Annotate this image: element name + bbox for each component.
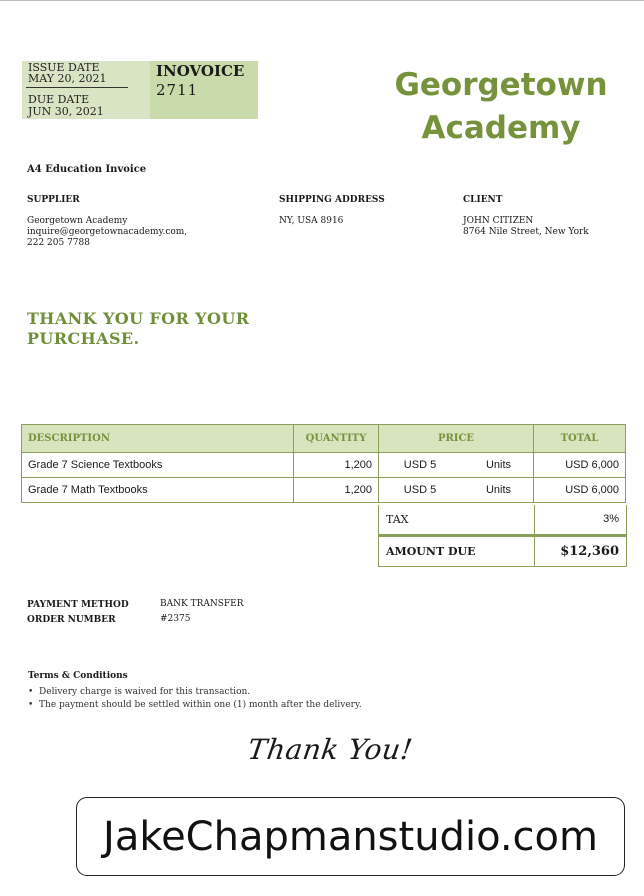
header-description: DESCRIPTION [22,425,294,453]
row-quantity: 1,200 [294,478,379,503]
order-number-value: #2375 [160,614,191,624]
terms-item: • The payment should be settled within one (1) month after the delivery. [28,700,362,710]
thank-you-line-1: THANK YOU FOR YOUR [27,309,250,328]
amount-due-label: AMOUNT DUE [386,545,476,558]
client-details [463,216,589,238]
issue-date: MAY 20, 2021 [28,72,107,85]
brand-logo [370,64,632,150]
row-price-cell [379,478,534,503]
amount-due-row [378,535,627,567]
supplier-phone: 222 205 7788 [27,238,90,248]
header-price: PRICE [379,425,534,453]
terms-title: Terms & Conditions [28,671,128,681]
top-border [0,0,644,1]
thank-you-line-2: PURCHASE. [27,329,140,348]
due-date-label: DUE DATE [28,93,90,106]
row-total: USD 6,000 [534,453,626,478]
row-description: Grade 7 Math Textbooks [22,478,294,503]
client-label: CLIENT [463,195,503,205]
tax-label: TAX [386,513,409,526]
payment-method-label: PAYMENT METHOD [27,600,129,610]
tax-divider [534,505,535,534]
invoice-title: INOVOICE [156,62,245,80]
amount-due-divider [534,537,535,566]
table-row [22,453,626,478]
row-price: USD 5 [403,459,437,471]
terms-list [28,686,362,712]
supplier-email: inquire@georgetownacademy.com, [27,227,188,237]
row-price: USD 5 [403,484,437,496]
invoice-number: 2711 [156,81,199,99]
header-quantity: QUANTITY [294,425,379,453]
header-total: TOTAL [534,425,626,453]
row-quantity: 1,200 [294,453,379,478]
order-number-label: ORDER NUMBER [27,615,116,625]
brand-line-2: Academy [421,110,581,146]
terms-item-text: Delivery charge is waived for this transaction. [39,687,251,697]
dates-box [22,61,150,119]
row-price-cell [379,453,534,478]
client-address: 8764 Nile Street, New York [463,227,589,237]
shipping-label: SHIPPING ADDRESS [279,195,385,205]
amount-due-value: $12,360 [560,544,619,559]
client-name: JOHN CITIZEN [463,216,534,226]
terms-item: • Delivery charge is waived for this transaction. [28,687,251,697]
supplier-name: Georgetown Academy [27,216,128,226]
shipping-address: NY, USA 8916 [279,216,344,226]
brand-line-1: Georgetown [394,67,608,103]
terms-item-text: The payment should be settled within one (1) month after the delivery. [39,700,362,710]
thank-you-heading [27,309,249,349]
row-unit: Units [485,459,511,471]
supplier-label: SUPPLIER [27,195,80,205]
issue-date-label: ISSUE DATE [28,61,100,74]
tax-value: 3% [603,513,619,525]
items-table [21,424,626,503]
document-title: A4 Education Invoice [27,164,147,175]
dates-divider [26,87,128,88]
watermark-banner: JakeChapmanstudio.com [76,797,625,876]
supplier-details [27,216,187,249]
row-total: USD 6,000 [534,478,626,503]
tax-row [378,505,627,535]
due-date: JUN 30, 2021 [28,105,104,118]
signoff-script: Thank You! [245,733,415,766]
table-row [22,478,626,503]
row-unit: Units [485,484,511,496]
table-header-row [22,425,626,453]
payment-method-value: BANK TRANSFER [160,599,244,609]
row-description: Grade 7 Science Textbooks [22,453,294,478]
